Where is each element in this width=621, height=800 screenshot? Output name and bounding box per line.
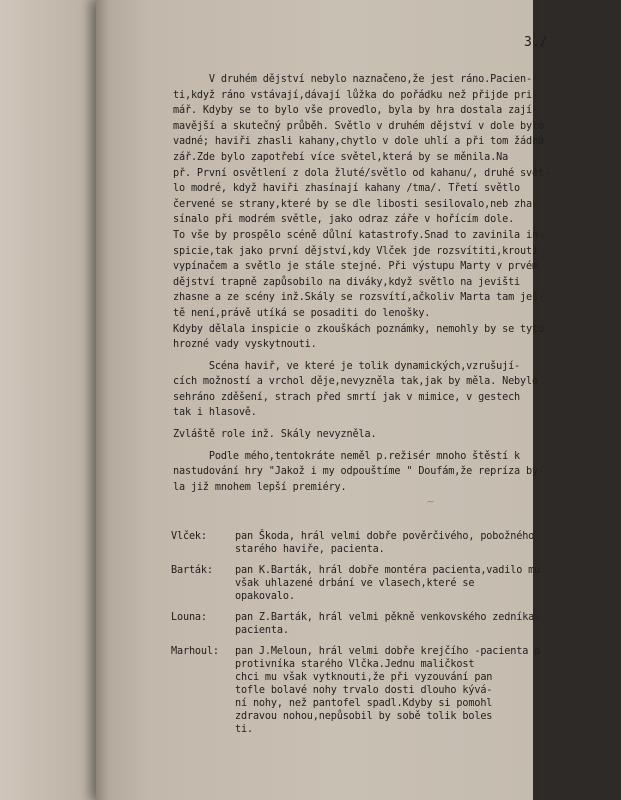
faint-handwriting-mark: ~: [425, 494, 436, 509]
text-line: Kdyby dělala inspicie o zkouškách poznámky, nemohly by se tyto: [173, 323, 544, 335]
text-line: sehráno zděšení, strach před smrtí jak v mimice, v gestech: [173, 391, 521, 403]
text-line: vypínačem a světlo je stále stejné. Při výstupu Marty v prvém: [173, 261, 538, 273]
cast-entry: [171, 611, 621, 637]
document-page: [96, 0, 550, 800]
text-line: nastudování hry "Jakož i my odpouštíme " Doufám,že repríza by-: [173, 466, 544, 478]
role-description-line: pacienta.: [235, 625, 289, 636]
role-description: [235, 530, 534, 556]
cast-list: [171, 530, 621, 744]
role-name: Louna:: [171, 612, 207, 623]
body-text: [173, 72, 621, 495]
role-description-line: však uhlazené drbání ve vlasech,které se: [235, 578, 475, 589]
role-name: Marhoul:: [171, 646, 219, 657]
text-line: cích možností a vrchol děje,nevyzněla tak,jak by měla. Nebylo: [173, 376, 538, 388]
text-line: ti,když ráno vstávají,dávají lůžka do pořádku než přijde pri-: [173, 89, 538, 101]
text-line: Podle mého,tentokráte neměl p.režisér mnoho štěstí k: [173, 450, 521, 462]
role-description-line: opakovalo.: [235, 591, 295, 602]
role-description-line: pan J.Meloun, hrál velmi dobře krejčího -pacienta a: [235, 646, 541, 657]
text-line: mář. Kdyby se to bylo vše provedlo, byla by hra dostala zají-: [173, 105, 538, 117]
role-description-line: ti.: [235, 724, 253, 735]
text-line: la již mnohem lepší premiéry.: [173, 481, 347, 493]
text-line: zhasne a ze scény inž.Skály se rozsvítí,ačkoliv Marta tam ješ-: [173, 292, 544, 304]
role-description-line: tofle bolavé nohy trvalo dosti dlouho kývá-: [235, 685, 493, 696]
role-description-line: chci mu však vytknouti,že při vyzouvání pan: [235, 672, 493, 683]
text-line: mavější a skutečný průběh. Světlo v druhém dějství v dole bylo: [173, 120, 544, 132]
text-line: lo modré, když haviři zhasínají kahany /tma/. Třetí světlo: [173, 183, 521, 195]
cast-entry: [171, 564, 621, 603]
text-line: hrozné vady vyskytnouti.: [173, 339, 317, 351]
role-description-line: ní nohy, než pantofel spadl.Kdyby si pomohl: [235, 698, 493, 709]
text-line: tě není,právě utíká se posaditi do lenošky.: [173, 307, 431, 319]
text-line: spicie,tak jako první dějství,kdy Vlček jde rozsvítiti,kroutí: [173, 245, 538, 257]
cast-entry: [171, 645, 621, 736]
role-description-line: pan Z.Barták, hrál velmi pěkně venkovského zedníka-: [235, 612, 541, 623]
text-line: Zvláště role inž. Skály nevyzněla.: [173, 429, 377, 441]
role-name: Barták:: [171, 565, 213, 576]
page-number: 3./: [524, 35, 548, 50]
role-description-line: pan K.Barták, hrál dobře montéra pacienta,vadilo mu: [235, 565, 541, 576]
role-description: [235, 645, 540, 736]
text-line: Scéna haviř, ve které je tolik dynamických,vzrušují-: [173, 360, 521, 372]
text-line: př. První osvětlení z dola žluté/světlo od kahanu/, druhé svět-: [173, 167, 550, 179]
role-description-line: protivníka starého Vlčka.Jednu maličkost: [235, 659, 475, 670]
text-line: vadné; haviři zhasli kahany,chytlo v dole uhlí a při tom žádná: [173, 136, 544, 148]
role-description: [235, 611, 540, 637]
text-line: sínalo při modrém světle, jako odraz záře v hořícím dole.: [173, 214, 515, 226]
text-line: To vše by prospělo scéně důlní katastrofy.Snad to zavinila in-: [173, 229, 544, 241]
cast-entry: [171, 530, 621, 556]
role-description-line: starého haviře, pacienta.: [235, 544, 385, 555]
text-line: zář.Zde bylo zapotřebí více světel,která by se měnila.Na: [173, 151, 509, 163]
text-line: červené se strany,které by se dle libosti sesilovalo,neb zha-: [173, 198, 538, 210]
text-line: dějství trapně zapůsobilo na diváky,když světlo na jevišti: [173, 276, 521, 288]
text-line: tak i hlasově.: [173, 407, 257, 419]
role-description-line: pan Škoda, hrál velmi dobře pověrčivého, pobožného: [235, 531, 535, 542]
role-description-line: zdravou nohou,nepůsobil by sobě tolik boles: [235, 711, 493, 722]
text-line: V druhém dějství nebylo naznačeno,že jest ráno.Pacien-: [173, 74, 533, 85]
role-name: Vlček:: [171, 531, 207, 542]
role-description: [235, 564, 540, 603]
